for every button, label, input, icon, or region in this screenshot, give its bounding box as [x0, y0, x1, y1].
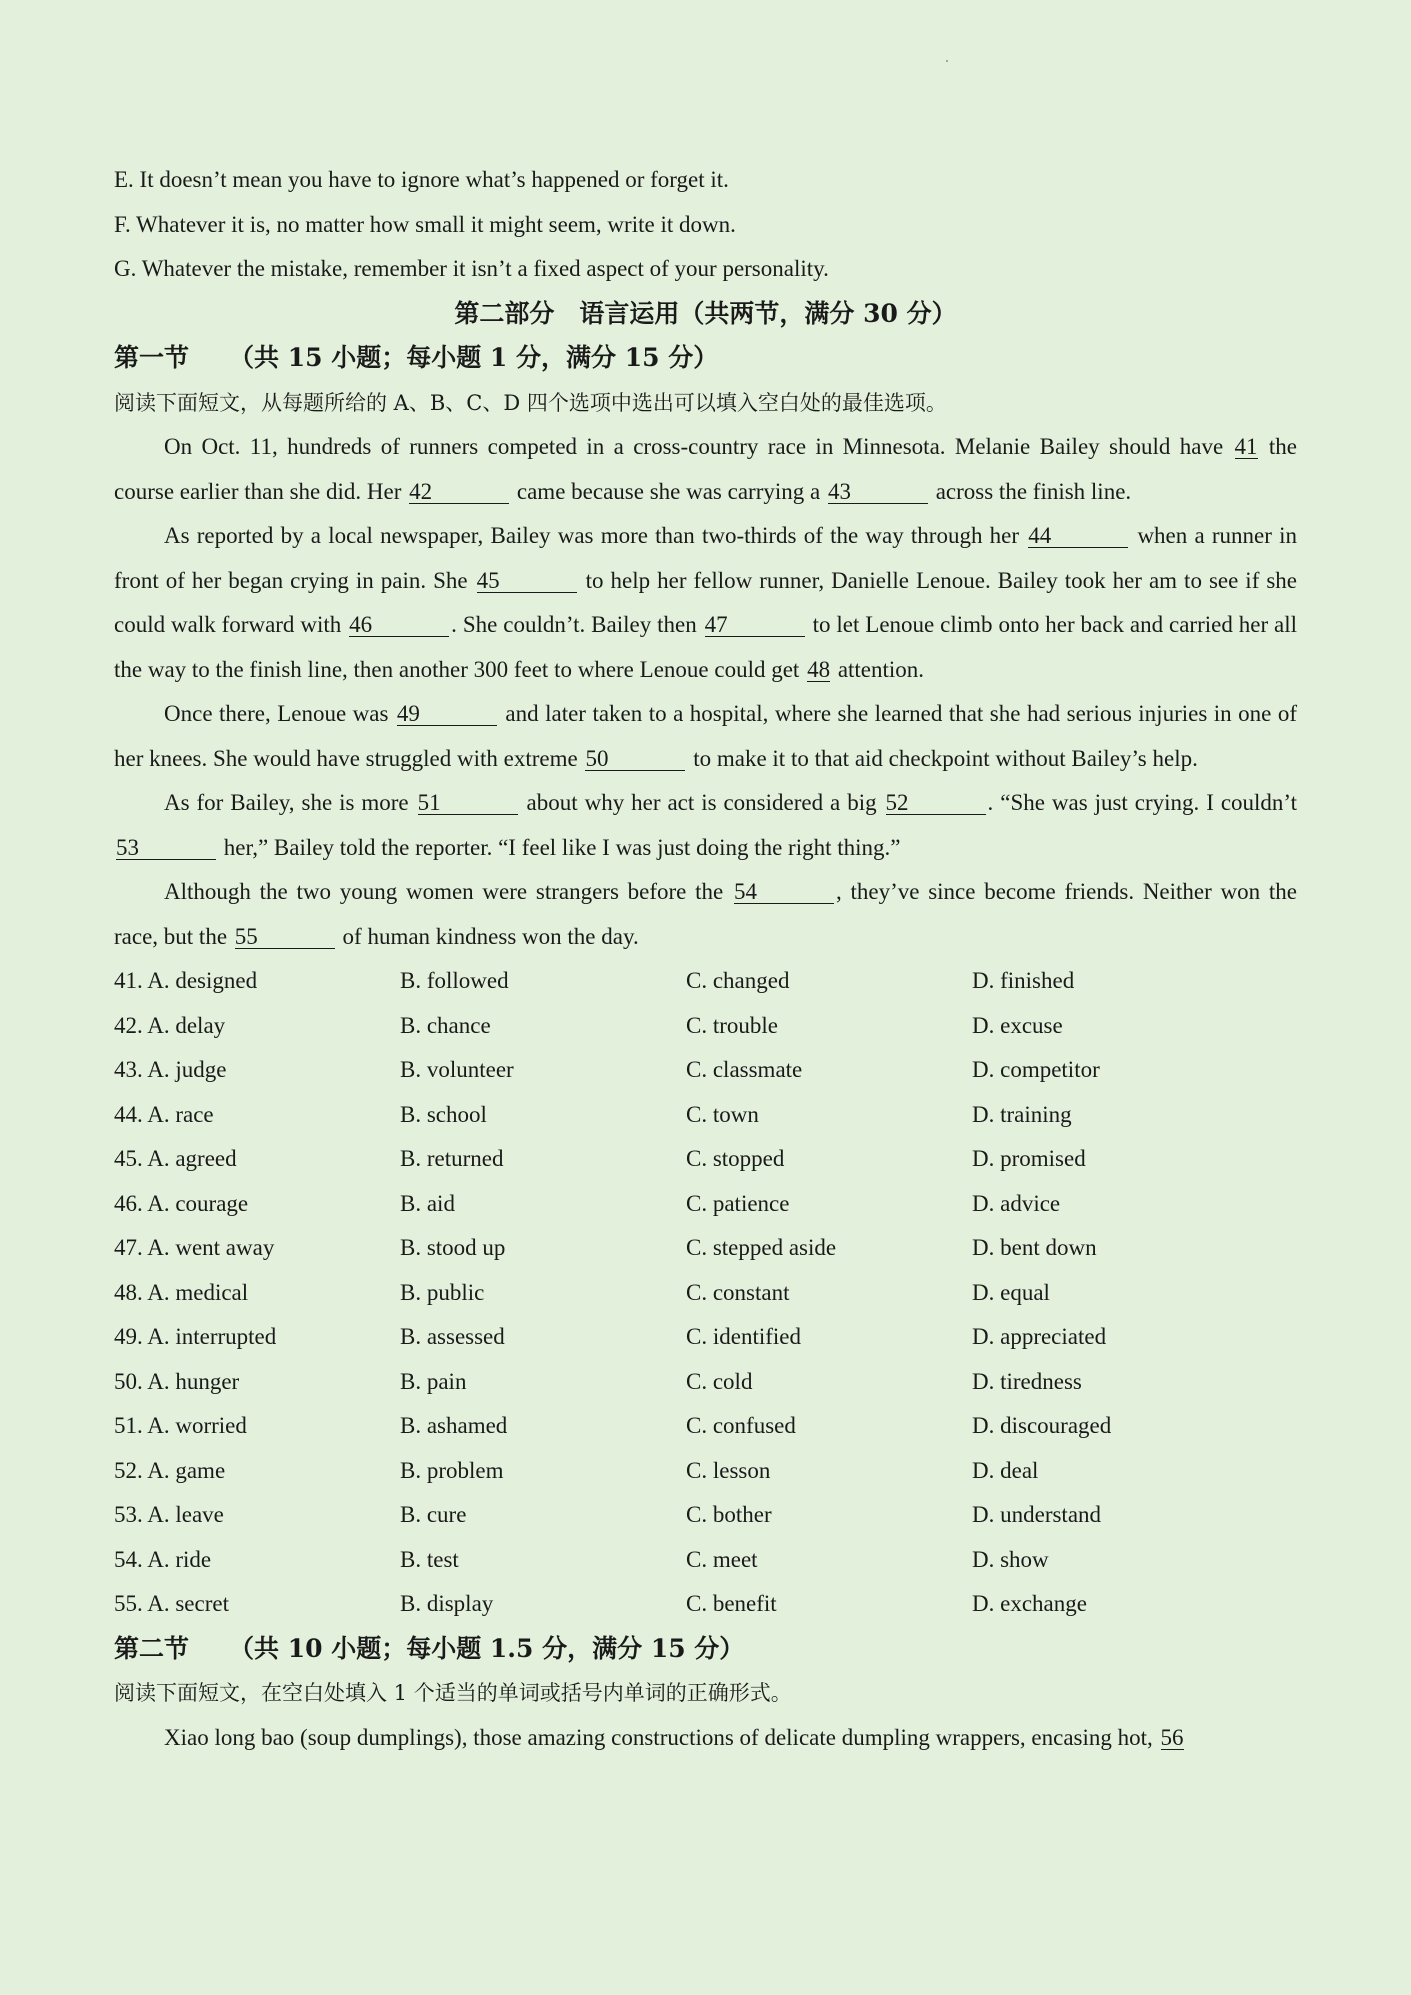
option-a: 53. A. leave: [114, 1502, 224, 1527]
question-44: [114, 1093, 1297, 1138]
option-c: C. benefit: [686, 1591, 777, 1616]
option-b: B. problem: [400, 1457, 504, 1483]
option-a: 54. A. ride: [114, 1546, 212, 1572]
option-c: C. lesson: [686, 1457, 771, 1483]
scan-dot: [946, 60, 948, 62]
option-a: 55. A. secret: [114, 1591, 229, 1616]
question-47: [114, 1226, 1297, 1271]
option-d: D. understand: [972, 1502, 1102, 1527]
passage-paragraph-1: On Oct. 11, hundreds of runners competed in a cross-country race in Minnesota. Melanie Bailey should have 41 the course earlier than she did. Her 42 came because she was carrying a 43 across the finish line.: [114, 434, 1298, 504]
option-a: 45. A. agreed: [114, 1146, 237, 1171]
blank-51: 51: [418, 792, 518, 815]
question-55: [114, 1582, 1297, 1627]
question-options: [114, 959, 1297, 1627]
blank-54: 54: [734, 881, 834, 904]
option-b: B. stood up: [400, 1235, 506, 1260]
question-49: [114, 1315, 1297, 1360]
blank-41: 41: [1234, 434, 1258, 459]
passage-paragraph-2: As reported by a local newspaper, Bailey was more than two-thirds of the way through her 44 when a runner in front of her began crying in pain. She 45 to help her fellow runner, Danielle Lenoue. Bailey took her am to see if she could walk forward with 46 . She couldn’t. Bailey then 47 to let Lenoue climb onto her back and carried her all the way to the finish line, then another 300 feet to where Lenoue could get 48 attention.: [114, 523, 1298, 682]
option-d: D. training: [972, 1101, 1072, 1127]
option-d: D. finished: [972, 968, 1075, 993]
section1-instruction: 阅读下面短文，从每题所给的 A、B、C、D 四个选项中选出可以填入空白处的最佳选项。: [114, 390, 947, 415]
option-b: B. aid: [400, 1190, 455, 1216]
option-a: 43. A. judge: [114, 1057, 227, 1082]
blank-49: 49: [397, 703, 497, 726]
option-a: 44. A. race: [114, 1101, 214, 1127]
blank-55: 55: [235, 926, 335, 949]
option-c: C. cold: [686, 1368, 753, 1394]
blank-46: 46: [349, 614, 449, 637]
option-d: D. appreciated: [972, 1324, 1107, 1349]
option-d: D. competitor: [972, 1057, 1100, 1082]
option-a: 41. A. designed: [114, 968, 258, 993]
option-g: G. Whatever the mistake, remember it isn’t a fixed aspect of your personality.: [114, 256, 829, 281]
option-c: C. confused: [686, 1413, 796, 1438]
question-46: [114, 1182, 1297, 1227]
option-b: B. cure: [400, 1502, 467, 1527]
blank-53: 53: [116, 837, 216, 860]
option-a: 52. A. game: [114, 1457, 226, 1483]
question-48: [114, 1271, 1297, 1316]
section1-info: （共 15 小题；每小题 1 分，满分 15 分）: [229, 343, 719, 372]
blank-48: 48: [807, 656, 831, 682]
option-c: C. town: [686, 1101, 759, 1127]
option-d: D. show: [972, 1546, 1049, 1572]
option-d: D. equal: [972, 1279, 1050, 1305]
blank-56: 56: [1160, 1724, 1184, 1750]
option-b: B. chance: [400, 1012, 491, 1038]
option-c: C. patience: [686, 1190, 790, 1216]
blank-50: 50: [585, 748, 685, 771]
option-a: 51. A. worried: [114, 1413, 247, 1438]
option-d: D. advice: [972, 1190, 1061, 1216]
option-c: C. trouble: [686, 1012, 778, 1038]
blank-43: 43: [828, 481, 928, 504]
question-51: [114, 1404, 1297, 1449]
option-d: D. deal: [972, 1457, 1039, 1483]
option-a: 47. A. went away: [114, 1235, 275, 1260]
passage-paragraph-4: As for Bailey, she is more 51 about why her act is considered a big 52 . “She was just crying. I couldn’t 53 her,” Bailey told the reporter. “I feel like I was just doing the right thing.”: [116, 790, 1298, 860]
option-b: B. ashamed: [400, 1413, 508, 1438]
option-e: E. It doesn’t mean you have to ignore what’s happened or forget it.: [114, 167, 729, 192]
option-c: C. bother: [686, 1502, 772, 1527]
option-c: C. changed: [686, 968, 790, 993]
question-53: [114, 1493, 1297, 1538]
option-a: 48. A. medical: [114, 1279, 249, 1305]
option-f: F. Whatever it is, no matter how small it might seem, write it down.: [114, 211, 736, 237]
section1-heading: [114, 336, 1297, 381]
option-b: B. display: [400, 1591, 494, 1616]
section2-heading: [114, 1627, 1297, 1672]
blank-52: 52: [886, 792, 986, 815]
option-b: B. volunteer: [400, 1057, 514, 1082]
option-d: D. discouraged: [972, 1413, 1112, 1438]
section2-info: （共 10 小题；每小题 1.5 分，满分 15 分）: [229, 1633, 745, 1663]
passage2-paragraph-1: Xiao long bao (soup dumplings), those amazing constructions of delicate dumpling wrappers, encasing hot, 56: [164, 1724, 1184, 1750]
option-d: D. tiredness: [972, 1368, 1082, 1394]
option-c: C. constant: [686, 1279, 790, 1305]
part2-title: 第二部分 语言运用（共两节，满分 30 分）: [454, 298, 957, 328]
option-a: 42. A. delay: [114, 1012, 226, 1038]
option-b: B. followed: [400, 968, 509, 993]
section2-instruction: 阅读下面短文，在空白处填入 1 个适当的单词或括号内单词的正确形式。: [114, 1681, 792, 1705]
option-b: B. assessed: [400, 1324, 505, 1349]
option-d: D. excuse: [972, 1012, 1063, 1038]
blank-44: 44: [1028, 525, 1128, 548]
question-42: [114, 1004, 1297, 1049]
question-41: [114, 959, 1297, 1004]
option-b: B. public: [400, 1279, 485, 1305]
question-45: [114, 1137, 1297, 1182]
question-52: [114, 1449, 1297, 1494]
blank-45: 45: [477, 570, 577, 593]
blank-47: 47: [705, 614, 805, 637]
passage-paragraph-5: Although the two young women were strangers before the 54 , they’ve since become friends. Neither won the race, but the 55 of human kindness won the day.: [114, 879, 1297, 949]
section1-label: 第一节: [114, 343, 190, 372]
option-b: B. school: [400, 1101, 487, 1127]
question-50: [114, 1360, 1297, 1405]
option-c: C. meet: [686, 1546, 758, 1572]
option-c: C. stopped: [686, 1146, 785, 1171]
option-a: 50. A. hunger: [114, 1368, 240, 1394]
option-a: 46. A. courage: [114, 1190, 249, 1216]
passage-paragraph-3: Once there, Lenoue was 49 and later taken to a hospital, where she learned that she had serious injuries in one of her knees. She would have struggled with extreme 50 to make it to that aid checkpoint without Bailey’s help.: [114, 701, 1297, 771]
option-c: C. stepped aside: [686, 1235, 837, 1260]
option-b: B. returned: [400, 1146, 504, 1171]
blank-42: 42: [409, 481, 509, 504]
option-d: D. exchange: [972, 1591, 1087, 1616]
option-d: D. promised: [972, 1146, 1086, 1171]
option-b: B. test: [400, 1546, 459, 1572]
section2-label: 第二节: [114, 1633, 190, 1663]
option-b: B. pain: [400, 1368, 467, 1394]
option-c: C. classmate: [686, 1057, 803, 1082]
option-c: C. identified: [686, 1324, 801, 1349]
question-54: [114, 1538, 1297, 1583]
option-d: D. bent down: [972, 1235, 1097, 1260]
question-43: [114, 1048, 1297, 1093]
option-a: 49. A. interrupted: [114, 1324, 277, 1349]
